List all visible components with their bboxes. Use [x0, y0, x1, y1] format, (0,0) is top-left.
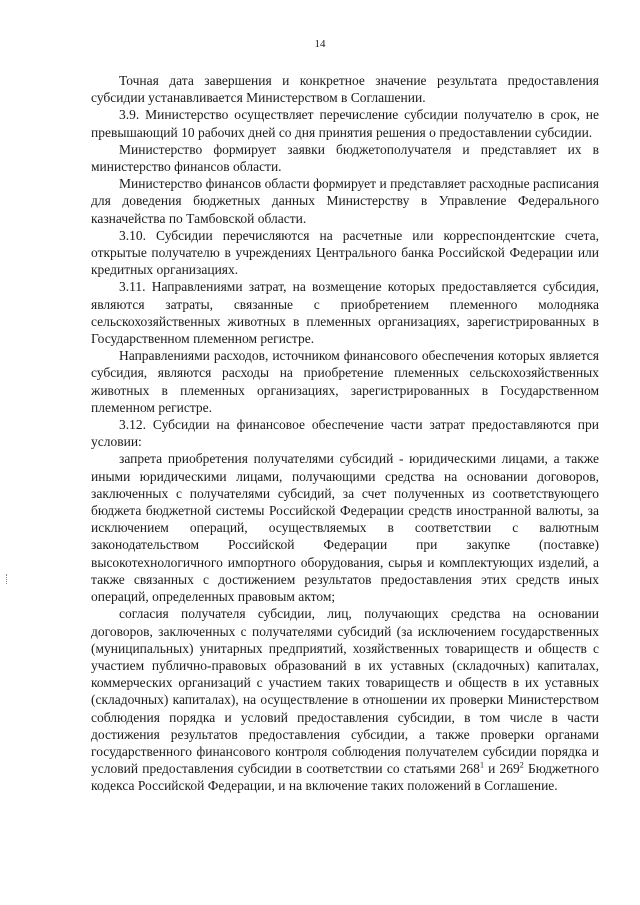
paragraph-ministry-requests: Министерство формирует заявки бюджетополучателя и представляет их в министерство финансов области. [91, 141, 599, 175]
body-text [91, 72, 599, 795]
superscript-2: 2 [519, 760, 524, 770]
paragraph-expense-directions: Направлениями расходов, источником финансового обеспечения которых является субсидия, являются расходы на приобретение племенных сельскохозяйственных животных в племенных организациях, зарегистрированных в Государственном племенном регистре. [91, 348, 599, 415]
superscript-1: 1 [479, 760, 484, 770]
paragraph-3-11: 3.11. Направлениями затрат, на возмещение которых предоставляется субсидия, являются затраты, связанные с приобретением племенного молодняка сельскохозяйственных животных в племенных организациях, зарегистрированных в Государственном племенном регистре. [91, 279, 599, 347]
paragraph-3-10: 3.10. Субсидии перечисляются на расчетные или корреспондентские счета, открытые получателю в учреждениях Центрального банка Российской Федерации или кредитных организациях. [91, 227, 599, 278]
margin-mark [6, 574, 9, 584]
paragraph-currency-ban: запрета приобретения получателями субсидий - юридическими лицами, а также иными юридическими лицами, получающими средства на основании договоров, заключенных с получателями субсидий, за счет полученных из соответствующего бюджета бюджетной системы Российской Федерации средств иностранной валюты, за исключением операций, осуществляемых в соответствии с валютным законодательством Российской Федерации при закупке (поставке) высокотехнологичного импортного оборудования, сырья и комплектующих изделий, а также связанных с достижением результатов предоставления этих средств иных операций, определенных правовым актом; [91, 451, 599, 605]
paragraph-completion-date: Точная дата завершения и конкретное значение результата предоставления субсидии устанавливается Министерством в Соглашении. [91, 73, 599, 106]
paragraph-3-12: 3.12. Субсидии на финансовое обеспечение части затрат предоставляются при условии: [91, 417, 599, 450]
page-number: 14 [314, 38, 326, 50]
paragraph-finance-ministry: Министерство финансов области формирует и представляет расходные расписания для доведения бюджетных данных Министерству в Управление Федерального казначейства по Тамбовской области. [91, 176, 599, 226]
paragraph-consent [91, 605, 599, 794]
consent-text-after: Бюджетного кодекса Российской Федерации, и на включение таких положений в Соглашение. [91, 761, 599, 794]
consent-text-middle: и 269 [483, 761, 520, 777]
consent-text-before: согласия получателя субсидии, лиц, получающих средства на основании договоров, заключенных с получателями субсидий (за исключением государственных (муниципальных) унитарных предприятий, хозяйственных товариществ и обществ с участием публично-правовых образований в их уставных (складочных) капиталах, коммерческих организаций с участием таких товариществ и обществ в их уставных (складочных) капиталах), на осуществление в отношении их проверки Министерством соблюдения порядка и условий предоставления субсидии, в том числе в части достижения результатов предоставления субсидии, а также проверки органами государственного финансового контроля соблюдения получателем субсидии порядка и условий предоставления субсидии в соответствии со статьями 268 [91, 606, 599, 777]
paragraph-3-9: 3.9. Министерство осуществляет перечисление субсидии получателю в срок, не превышающий 10 рабочих дней со дня принятия решения о предоставлении субсидии. [91, 107, 599, 140]
